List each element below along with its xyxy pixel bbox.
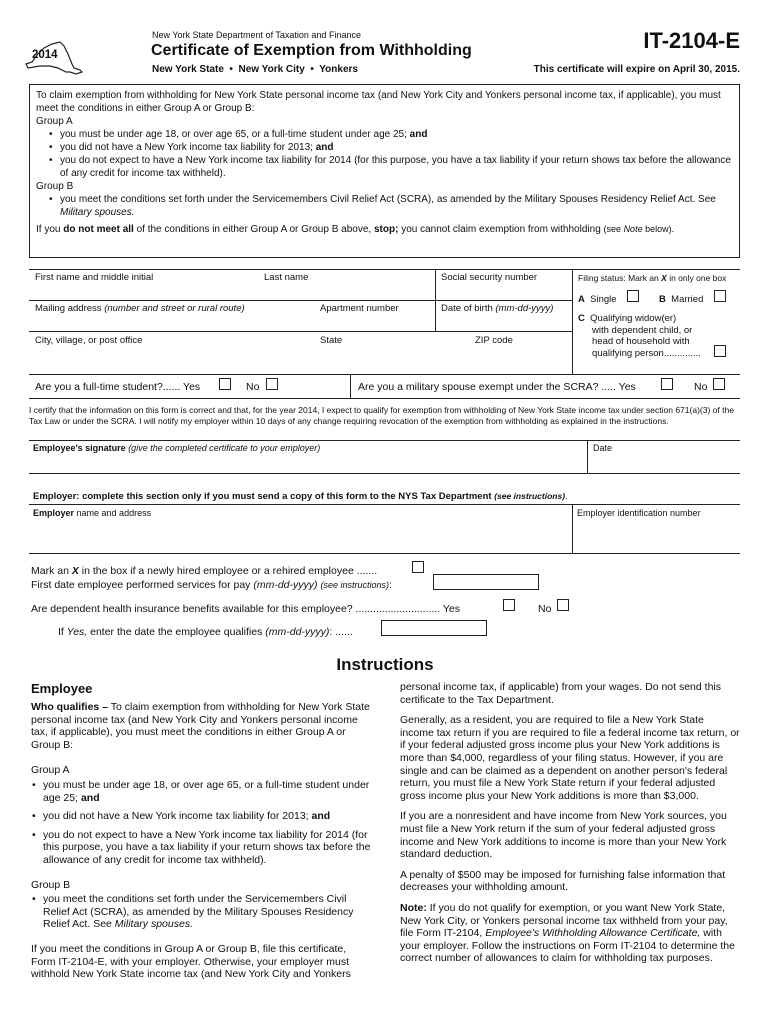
group-a-title: Group A (36, 116, 73, 127)
scra-question: Are you a military spouse exempt under the SCRA? ..... Yes (358, 381, 636, 393)
employer-name-label: Employer name and address (33, 508, 152, 518)
group-b-title: Group B (36, 181, 74, 192)
last-name-input[interactable] (262, 284, 432, 299)
mailing-address-input[interactable] (30, 315, 315, 330)
filing-single-label: A Single (578, 294, 617, 305)
group-b-item: • you meet the conditions set forth under the Servicemembers Civil Relief Act (SCRA), as amended by the Military Spouses Residency Relief Act. See Military spouses. (48, 193, 733, 219)
zip-input[interactable] (472, 348, 570, 372)
apartment-input[interactable] (318, 315, 432, 330)
eligibility-intro: To claim exemption from withholding for New York State personal income tax (and New York City and Yonkers personal income tax, if applicable), you must meet the conditions in either Group A or Group B: (36, 90, 721, 114)
certification-text: I certify that the information on this form is correct and that, for the year 2014, I expect to qualify for exemption from withholding of New York State income tax under section 671(a)(3) of the Tax Law or under the SCRA. I will notify my employer within 10 days of any change requiring revocation of the exemption from withholding as explained in the instructions. (29, 405, 734, 426)
scra-yes-checkbox[interactable] (661, 378, 673, 390)
filing-married-label: B Married (659, 294, 704, 305)
city-label: City, village, or post office (35, 335, 143, 346)
state-label: State (320, 335, 343, 346)
form-title: Certificate of Exemption from Withholding (151, 42, 472, 59)
stop-notice: If you do not meet all of the conditions in either Group A or Group B above, stop; you cannot claim exemption from withholding (see Note below). (36, 224, 675, 235)
instr-file-certificate: If you meet the conditions in Group A or Group B, file this certificate, Form IT-2104-E, with your employer. Otherwise, your employer must withhold New York State income tax (and New York City and Yonkers (31, 942, 351, 981)
qualify-date-input[interactable] (381, 620, 487, 636)
health-yes-checkbox[interactable] (503, 599, 515, 611)
eligibility-box (29, 84, 740, 258)
first-name-input[interactable] (30, 284, 260, 299)
scra-no-checkbox[interactable] (713, 378, 725, 390)
filing-status-label: Filing status: Mark an X in only one box (578, 273, 727, 283)
agency-name: New York State Department of Taxation and Finance (152, 30, 361, 40)
health-insurance-question: Are dependent health insurance benefits available for this employee? ............................. Yes (31, 603, 461, 615)
group-a-item: • you did not have a New York income tax liability for 2013; and (48, 141, 733, 154)
employer-heading: Employer: complete this section only if you must send a copy of this form to the NYS Tax Department (see instructions). (33, 491, 568, 502)
zip-label: ZIP code (475, 335, 513, 346)
dob-input[interactable] (437, 315, 570, 330)
instr-group-a-item: • you do not expect to have a New York income tax liability for 2014 (for this purpose, you have a tax liability if your return shows tax before the allowance of any credit for income tax withheld). (31, 829, 371, 867)
instr-group-a-item: • you must be under age 18, or over age 65, or a full-time student under age 25; and (31, 779, 371, 804)
last-name-label: Last name (264, 272, 309, 283)
group-a-item: • you do not expect to have a New York income tax liability for 2014 (for this purpose, you have a tax liability if your return shows tax before the allowance of any credit for income tax withheld). (48, 154, 733, 180)
instructions-left-column (31, 681, 371, 981)
employee-heading: Employee (31, 681, 93, 696)
instr-wages: personal income tax, if applicable) from your wages. Do not send this certificate to the Tax Department. (400, 681, 721, 706)
ein-label: Employer identification number (577, 508, 701, 518)
student-question: Are you a full-time student?...... Yes (35, 381, 201, 393)
instr-note: Note: If you do not qualify for exemption, or you want New York State, New York City, or Yonkers personal income tax withheld from your pay, file Form IT-2104, Employee's Withholding Allowance Certificate, with your employer. Follow the instructions on Form IT-2104 to determine the correct number of allowances to claim for withholding tax purposes. (400, 901, 735, 965)
ssn-label: Social security number (441, 272, 538, 283)
jurisdictions: New York State • New York City • Yonkers (152, 64, 358, 75)
health-no-label: No (538, 603, 552, 615)
instr-group-b-title: Group B (31, 878, 71, 891)
student-no-label: No (246, 381, 260, 393)
dob-label: Date of birth (mm-dd-yyyy) (441, 303, 554, 314)
date-label: Date (593, 443, 613, 453)
instructions-right-column (400, 681, 740, 965)
signature-label: Employee's signature (give the completed certificate to your employer) (33, 443, 321, 453)
city-input[interactable] (30, 348, 315, 372)
ein-input[interactable] (574, 520, 738, 551)
filing-single-checkbox[interactable] (627, 290, 639, 302)
ssn-input[interactable] (437, 284, 570, 299)
who-qualifies: Who qualifies – To claim exemption from withholding for New York State personal income tax (and New York City and Yonkers personal income tax, if applicable), you must meet the conditions in either Group A or Group B: (31, 701, 370, 751)
instr-group-a-title: Group A (31, 764, 70, 777)
instructions-title: Instructions (336, 655, 434, 674)
group-a-item: • you must be under age 18, or over age 65, or a full-time student under age 25; and (48, 128, 733, 141)
instr-nonresident: If you are a nonresident and have income from New York sources, you must file a New York return if the sum of your federal adjusted gross income and New York additions to income is more than your New York standard deduction. (400, 810, 727, 861)
instr-group-a-item: • you did not have a New York income tax liability for 2013; and (31, 810, 371, 823)
instr-penalty: A penalty of $500 may be imposed for furnishing false information that decreases your withholding amount. (400, 868, 726, 894)
apartment-label: Apartment number (320, 303, 399, 314)
first-date-label: First date employee performed services for pay (mm-dd-yyyy) (see instructions): (31, 579, 392, 591)
qualify-date-label: If Yes, enter the date the employee qualifies (mm-dd-yyyy): ...... (58, 626, 353, 638)
student-no-checkbox[interactable] (266, 378, 278, 390)
instr-resident: Generally, as a resident, you are required to file a New York State income tax return if you are required to file a federal income tax return, or if your federal adjusted gross income plus your New York additions is more than $4,000, regardless of your filing status. However, if you are single and can be claimed as a dependent on another person's federal return, you must file a New York State return if your federal adjusted gross income plus your New York additions is more than $3,000. (400, 714, 740, 802)
filing-married-checkbox[interactable] (714, 290, 726, 302)
expiry-notice: This certificate will expire on April 30, 2015. (533, 64, 740, 75)
form-id: IT-2104-E (643, 28, 740, 53)
filing-qualifying-widow-checkbox[interactable] (714, 345, 726, 357)
first-date-input[interactable] (433, 574, 539, 590)
health-no-checkbox[interactable] (557, 599, 569, 611)
new-hire-label: Mark an X in the box if a newly hired employee or a rehired employee ....... (31, 565, 378, 577)
first-name-label: First name and middle initial (35, 272, 154, 283)
mailing-address-label: Mailing address (number and street or rural route) (35, 303, 245, 314)
new-hire-checkbox[interactable] (412, 561, 424, 573)
filing-qw-label: C Qualifying widow(er) with dependent child, or head of household with qualifying person.............. (578, 313, 701, 359)
signature-field[interactable] (30, 455, 585, 471)
instr-group-b-item: • you meet the conditions set forth under the Servicemembers Civil Relief Act (SCRA), as amended by the Military Spouses Residency Relief Act. See Military spouses. (31, 893, 371, 931)
form-year: 2014 (32, 49, 58, 61)
state-input[interactable] (318, 348, 468, 372)
scra-no-label: No (694, 381, 708, 393)
employer-name-input[interactable] (30, 520, 570, 551)
student-yes-checkbox[interactable] (219, 378, 231, 390)
date-field[interactable] (590, 455, 738, 471)
